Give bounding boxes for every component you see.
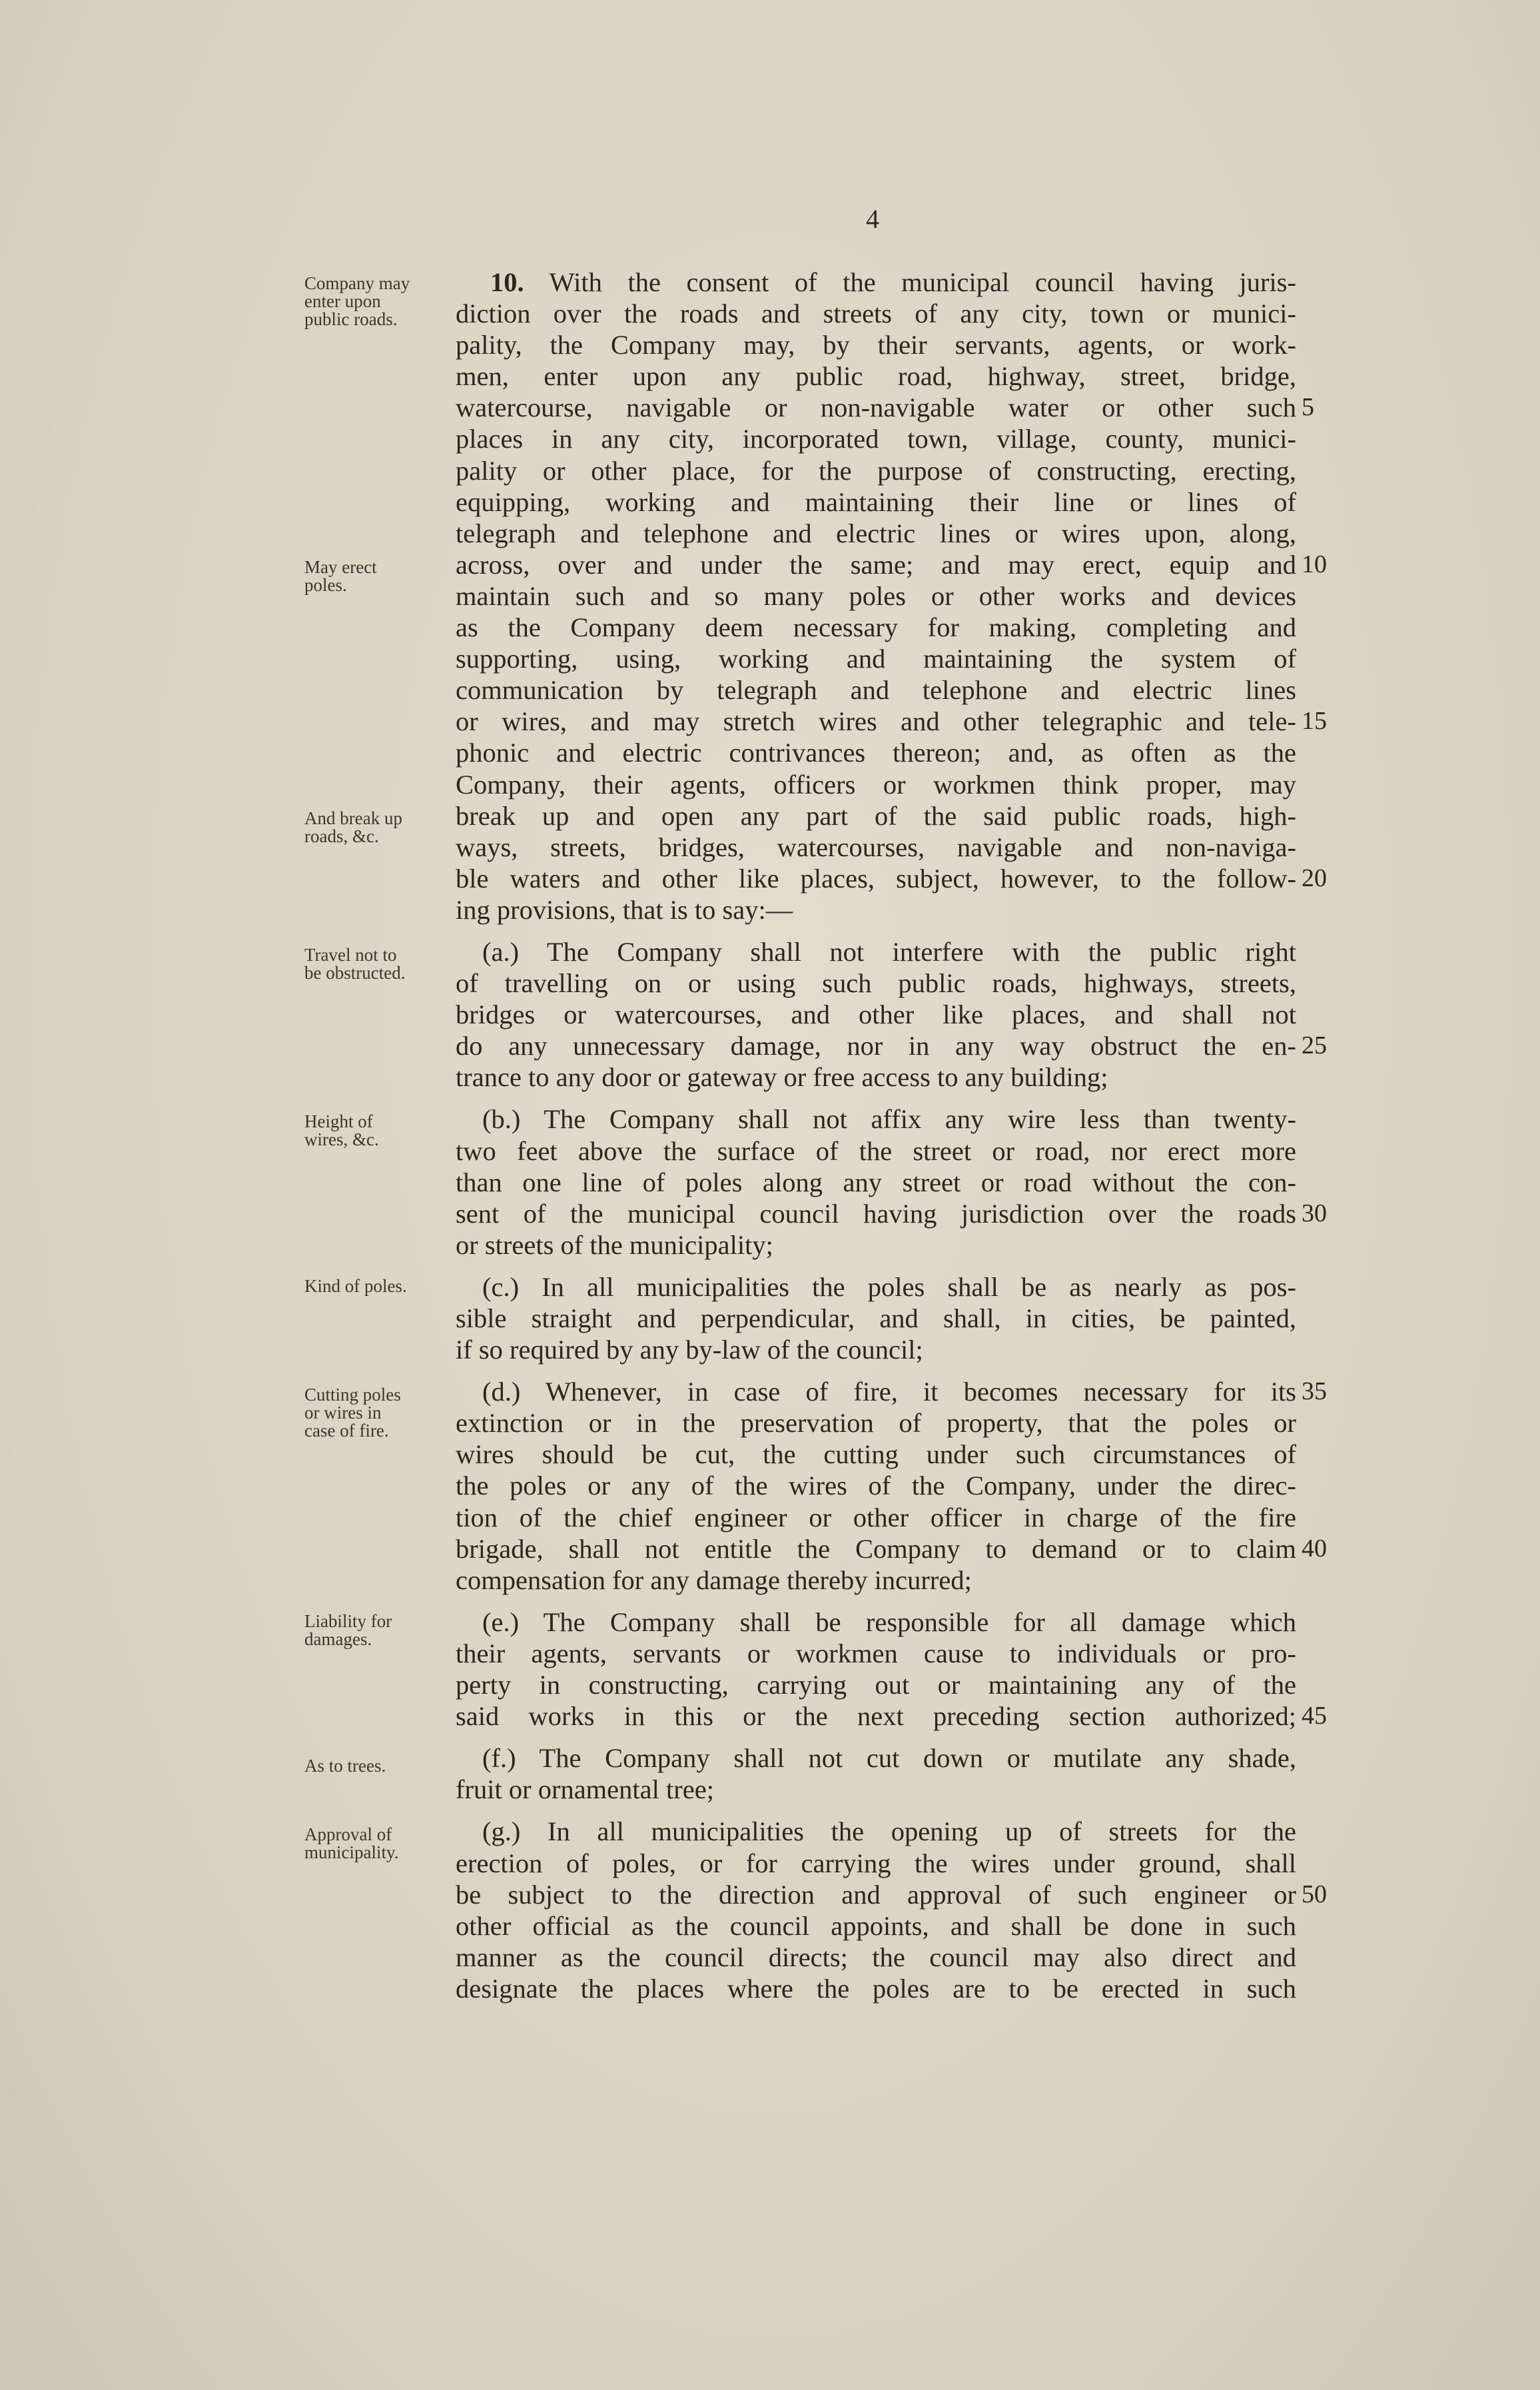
text-line: (c.) In all municipalities the poles shall be as nearly as pos- <box>482 1271 1296 1302</box>
text-line <box>456 267 1296 298</box>
margin-note-line: public roads. <box>304 309 398 329</box>
text-line: perty in constructing, carrying out or maintaining any of the <box>456 1670 1296 1700</box>
margin-note-line: damages. <box>304 1629 372 1649</box>
margin-note-line: enter upon <box>304 291 381 311</box>
text-line: fruit or ornamental tree; <box>456 1774 714 1805</box>
text-line <box>456 1700 1327 1732</box>
text-line: (a.) The Company shall not interfere with the public right <box>482 936 1296 967</box>
line-number: 50 <box>1302 1880 1327 1908</box>
margin-note-break-up-roads <box>304 810 458 846</box>
text-line: wires should be cut, the cutting under such circumstances of <box>456 1439 1296 1470</box>
text-line <box>456 549 1327 580</box>
text-line: communication by telegraph and telephone and electric lines <box>456 675 1296 706</box>
margin-note-line: As to trees. <box>304 1756 386 1776</box>
text-line-content: be subject to the direction and approval of such engineer or <box>456 1879 1296 1910</box>
text-line: pality, the Company may, by their servants, agents, or work- <box>456 330 1296 360</box>
text-line: manner as the council directs; the council may also direct and <box>456 1942 1296 1972</box>
text-line <box>456 1879 1327 1910</box>
margin-note-line: municipality. <box>304 1842 399 1862</box>
margin-note-liability-for-damages <box>304 1612 458 1648</box>
text-line <box>456 1030 1327 1061</box>
text-line: designate the places where the poles are to be erected in such <box>456 1973 1296 2004</box>
text-line: compensation for any damage thereby incurred; <box>456 1564 972 1595</box>
line-number: 35 <box>1302 1377 1327 1406</box>
margin-note-line: Height of <box>304 1111 373 1131</box>
text-line: break up and open any part of the said public roads, high- <box>456 800 1296 831</box>
text-line: ing provisions, that is to say:— <box>456 894 793 925</box>
margin-note-line: And break up <box>304 808 402 828</box>
text-line: other official as the council appoints, and shall be done in such <box>456 1910 1296 1941</box>
text-line-content: do any unnecessary damage, nor in any way obstruct the en- <box>456 1031 1296 1061</box>
text-line: bridges or watercourses, and other like places, and shall not <box>456 999 1296 1030</box>
margin-note-company-may-enter <box>304 275 458 328</box>
margin-note-line: Liability for <box>304 1611 392 1631</box>
text-line-content: said works in this or the next preceding section authorized; <box>456 1701 1296 1732</box>
text-line-content: sent of the municipal council having jurisdiction over the roads <box>456 1198 1296 1229</box>
margin-note-line: May erect <box>304 557 377 577</box>
text-line: trance to any door or gateway or free access to any building; <box>456 1062 1108 1093</box>
text-line-content: (d.) Whenever, in case of fire, it becomes necessary for its <box>482 1377 1296 1407</box>
text-line <box>456 392 1314 423</box>
margin-note-line: Approval of <box>304 1824 392 1844</box>
text-line-content: across, over and under the same; and may erect, equip and <box>456 549 1296 580</box>
line-number: 20 <box>1302 864 1327 892</box>
text-line: than one line of poles along any street or road without the con- <box>456 1167 1296 1197</box>
page-number: 4 <box>866 204 879 234</box>
margin-note-line: Company may <box>304 273 410 293</box>
text-line: extinction or in the preservation of property, that the poles or <box>456 1408 1296 1439</box>
text-line: equipping, working and maintaining their line or lines of <box>456 486 1296 517</box>
text-line: as the Company deem necessary for making, completing and <box>456 612 1296 643</box>
section-number: 10. <box>490 267 524 297</box>
text-line: (b.) The Company shall not affix any wire less than twenty- <box>482 1104 1296 1135</box>
body-text <box>456 267 1327 2004</box>
text-line <box>456 863 1327 894</box>
text-line: places in any city, incorporated town, village, county, munici- <box>456 424 1296 454</box>
text-line: maintain such and so many poles or other works and devices <box>456 580 1296 611</box>
text-line: of travelling on or using such public roads, highways, streets, <box>456 968 1296 999</box>
text-line-content: watercourse, navigable or non-navigable water or other such <box>456 392 1296 423</box>
text-line <box>456 1533 1327 1564</box>
text-line: tion of the chief engineer or other officer in charge of the fire <box>456 1502 1296 1532</box>
text-line: or streets of the municipality; <box>456 1229 773 1260</box>
text-line-content: or wires, and may stretch wires and other telegraphic and tele- <box>456 706 1296 737</box>
text-line <box>456 706 1327 737</box>
margin-note-line: or wires in <box>304 1403 382 1423</box>
text-line: (e.) The Company shall be responsible for all damage which <box>482 1606 1296 1637</box>
margin-note-line: be obstructed. <box>304 963 406 983</box>
text-line: (g.) In all municipalities the opening up of streets for the <box>482 1816 1296 1847</box>
margin-note-cutting-poles <box>304 1386 458 1440</box>
margin-note-line: poles. <box>304 575 347 595</box>
text-line: Company, their agents, officers or workmen think proper, may <box>456 769 1296 800</box>
text-line-content: brigade, shall not entitle the Company to demand or to claim <box>456 1533 1296 1564</box>
line-number: 15 <box>1302 707 1327 736</box>
line-number: 45 <box>1302 1702 1327 1730</box>
line-number: 10 <box>1302 550 1327 578</box>
line-number: 5 <box>1302 393 1314 422</box>
text-line: their agents, servants or workmen cause to individuals or pro- <box>456 1638 1296 1668</box>
margin-note-height-of-wires <box>304 1113 458 1149</box>
text-line: sible straight and perpendicular, and shall, in cities, be painted, <box>456 1303 1296 1333</box>
margin-note-line: Cutting poles <box>304 1385 401 1405</box>
text-line: if so required by any by-law of the council; <box>456 1335 923 1365</box>
text-line: supporting, using, working and maintaining the system of <box>456 644 1296 674</box>
text-line: telegraph and telephone and electric lines or wires upon, along, <box>456 518 1296 548</box>
margin-note-line: Travel not to <box>304 945 397 965</box>
text-line <box>456 1376 1327 1407</box>
margin-note-line: case of fire. <box>304 1421 389 1441</box>
margin-note-kind-of-poles <box>304 1277 458 1295</box>
text-line: diction over the roads and streets of any city, town or munici- <box>456 299 1296 329</box>
text-line: the poles or any of the wires of the Company, under the direc- <box>456 1471 1296 1501</box>
margin-note-line: roads, &c. <box>304 826 379 846</box>
margin-note-may-erect-poles <box>304 558 458 594</box>
text-line-content: With the consent of the municipal council having juris- <box>549 267 1296 297</box>
margin-note-as-to-trees <box>304 1757 458 1775</box>
text-line: phonic and electric contrivances thereon; and, as often as the <box>456 738 1296 768</box>
text-line <box>456 1198 1327 1229</box>
text-line: two feet above the surface of the street or road, nor erect more <box>456 1135 1296 1166</box>
text-line: (f.) The Company shall not cut down or mutilate any shade, <box>482 1743 1296 1774</box>
margin-note-travel-not-obstructed <box>304 946 458 982</box>
text-line-content: ble waters and other like places, subject, however, to the follow- <box>456 863 1296 894</box>
text-line: ways, streets, bridges, watercourses, navigable and non-naviga- <box>456 832 1296 862</box>
margin-note-approval-of-municipality <box>304 1826 458 1862</box>
line-number: 25 <box>1302 1031 1327 1060</box>
text-line: pality or other place, for the purpose of constructing, erecting, <box>456 455 1296 486</box>
text-line: men, enter upon any public road, highway, street, bridge, <box>456 361 1296 392</box>
line-number: 40 <box>1302 1534 1327 1562</box>
text-line: erection of poles, or for carrying the wires under ground, shall <box>456 1848 1296 1878</box>
margin-note-line: Kind of poles. <box>304 1276 407 1296</box>
line-number: 30 <box>1302 1199 1327 1227</box>
margin-note-line: wires, &c. <box>304 1129 379 1149</box>
